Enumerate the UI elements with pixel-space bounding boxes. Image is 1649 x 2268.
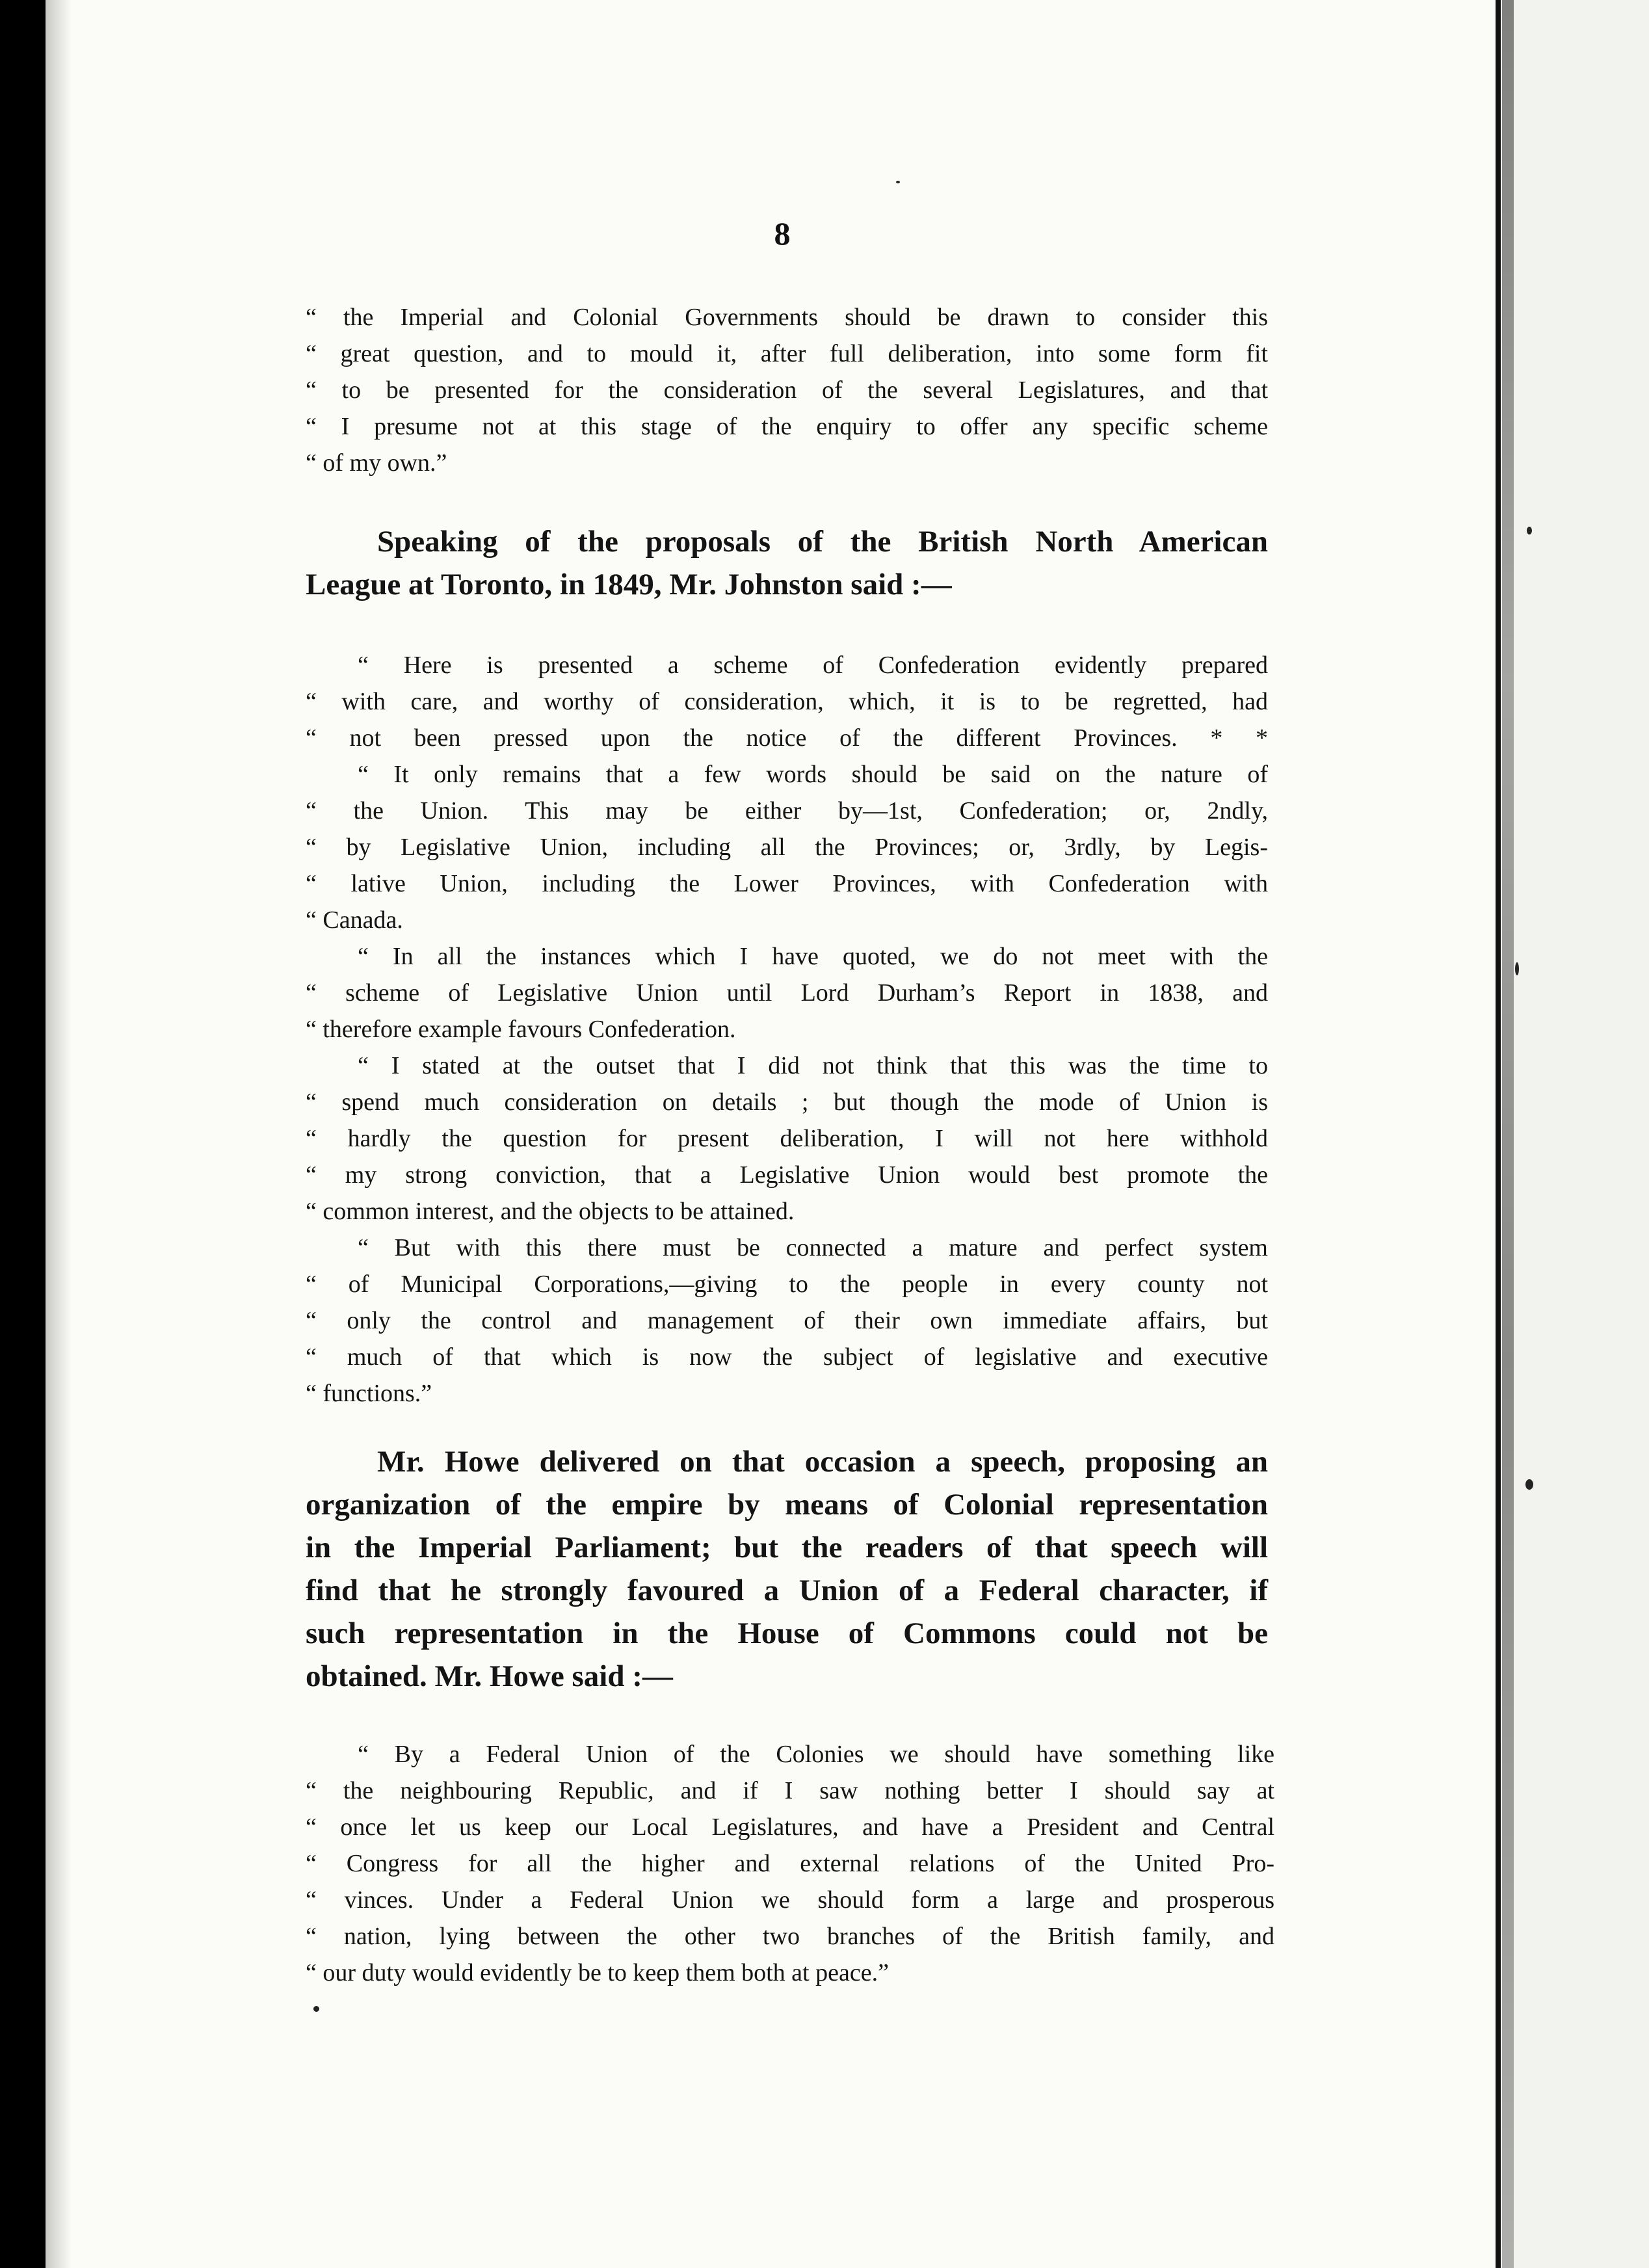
- paragraph-line: Speaking of the proposals of the British North American: [377, 525, 1268, 559]
- scan-speck: [1525, 1479, 1533, 1490]
- paragraph-line: find that he strongly favoured a Union of a Federal character, if: [306, 1574, 1268, 1607]
- quote-line: “ Congress for all the higher and external relations of the United Pro-: [306, 1850, 1274, 1877]
- howe-quote-block: [306, 1736, 1274, 1991]
- binding-strip: [1502, 0, 1514, 2268]
- johnston-intro-paragraph: [306, 520, 1268, 606]
- quote-line: “ the Union. This may be either by—1st, Confederation; or, 2ndly,: [306, 797, 1268, 824]
- quote-line: “ common interest, and the objects to be attained.: [306, 1198, 795, 1225]
- paragraph-line: such representation in the House of Commons could not be: [306, 1616, 1268, 1650]
- quote-line: “ hardly the question for present deliberation, I will not here withhold: [306, 1125, 1268, 1152]
- paragraph-line: obtained. Mr. Howe said :—: [306, 1659, 673, 1693]
- quote-line: “ therefore example favours Confederation.: [306, 1016, 736, 1043]
- scan-speck: [1515, 962, 1519, 975]
- quote-line: “ of my own.”: [306, 449, 447, 477]
- quote-line: “ scheme of Legislative Union until Lord Durham’s Report in 1838, and: [306, 979, 1268, 1007]
- quote-line: “ not been pressed upon the notice of the different Provinces. * *: [306, 724, 1268, 752]
- howe-intro-paragraph: [306, 1440, 1268, 1698]
- quote-line: “ the neighbouring Republic, and if I saw nothing better I should say at: [306, 1777, 1274, 1804]
- quote-line: “ of Municipal Corporations,—giving to the people in every county not: [306, 1271, 1268, 1298]
- quote-line: “ By a Federal Union of the Colonies we should have something like: [358, 1741, 1274, 1768]
- quote-line: “ spend much consideration on details ; but though the mode of Union is: [306, 1088, 1268, 1116]
- quote-line: “ Canada.: [306, 906, 403, 934]
- quote-line: “ the Imperial and Colonial Governments should be drawn to consider this: [306, 304, 1268, 331]
- quote-line: “ only the control and management of their own immediate affairs, but: [306, 1307, 1268, 1334]
- quote-line: “ vinces. Under a Federal Union we should form a large and prosperous: [306, 1886, 1274, 1914]
- quote-line: “ lative Union, including the Lower Provinces, with Confederation with: [306, 870, 1268, 897]
- paragraph-line: League at Toronto, in 1849, Mr. Johnston said :—: [306, 568, 952, 601]
- top-quote-block: [306, 299, 1268, 481]
- quote-line: “ by Legislative Union, including all the Provinces; or, 3rdly, by Legis-: [306, 834, 1268, 861]
- johnston-quote-block: [306, 647, 1268, 1412]
- page-number: 8: [774, 215, 791, 252]
- quote-line: “ with care, and worthy of consideration, which, it is to be regretted, had: [306, 688, 1268, 715]
- quote-line: “ our duty would evidently be to keep them both at peace.”: [306, 1959, 889, 1986]
- paragraph-line: in the Imperial Parliament; but the readers of that speech will: [306, 1531, 1268, 1564]
- quote-line: “ nation, lying between the other two branches of the British family, and: [306, 1923, 1274, 1950]
- quote-line: “ much of that which is now the subject of legislative and executive: [306, 1343, 1268, 1371]
- quote-line: “ But with this there must be connected a mature and perfect system: [358, 1234, 1268, 1261]
- quote-line: “ once let us keep our Local Legislatures, and have a President and Central: [306, 1813, 1274, 1841]
- paragraph-line: Mr. Howe delivered on that occasion a speech, proposing an: [377, 1445, 1268, 1479]
- scan-speck: [896, 181, 900, 183]
- quote-line: “ It only remains that a few words should be said on the nature of: [358, 761, 1268, 788]
- quote-line: “ In all the instances which I have quoted, we do not meet with the: [358, 943, 1268, 970]
- quote-line: “ my strong conviction, that a Legislative Union would best promote the: [306, 1161, 1268, 1189]
- quote-line: “ I presume not at this stage of the enquiry to offer any specific scheme: [306, 413, 1268, 440]
- scan-speck: [313, 2006, 319, 2012]
- page-edge-shadow: [46, 0, 72, 2268]
- quote-line: “ I stated at the outset that I did not think that this was the time to: [358, 1052, 1268, 1079]
- quote-line: “ to be presented for the consideration of the several Legislatures, and that: [306, 376, 1268, 404]
- paragraph-line: organization of the empire by means of Colonial representation: [306, 1488, 1268, 1522]
- quote-line: “ functions.”: [306, 1380, 432, 1407]
- quote-line: “ great question, and to mould it, after full deliberation, into some form fit: [306, 340, 1268, 367]
- scan-speck: [1527, 527, 1532, 534]
- quote-line: “ Here is presented a scheme of Confederation evidently prepared: [358, 652, 1268, 679]
- facing-page-edge: [1496, 0, 1649, 2268]
